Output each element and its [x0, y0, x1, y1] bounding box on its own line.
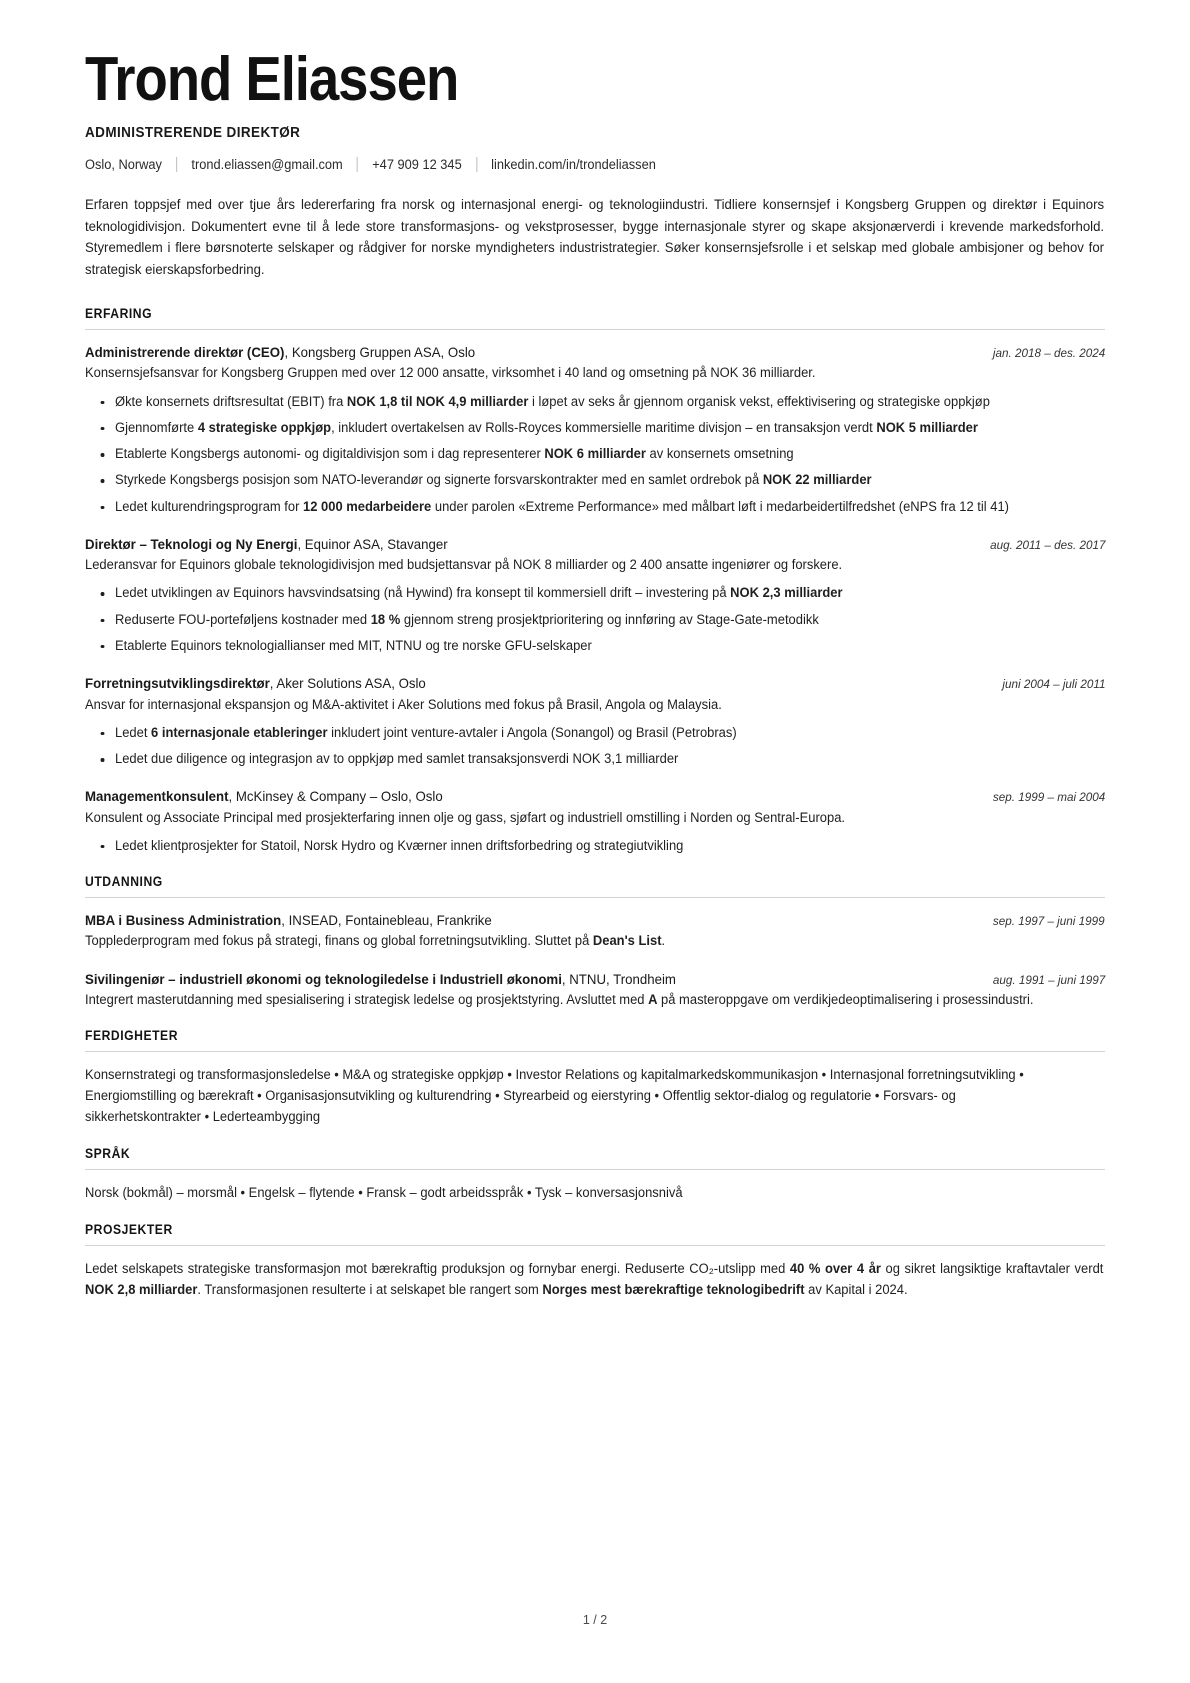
list-item: Styrkede Kongsbergs posisjon som NATO-leverandør og signerte forsvarskontrakter med en samlet ordrebok på NOK 22 milliarder [115, 470, 1065, 490]
entry-header [85, 787, 1105, 806]
entry-dates: juni 2004 – juli 2011 [1001, 677, 1105, 692]
section-skills [85, 1028, 1105, 1128]
section-divider [85, 897, 1105, 898]
section-heading-projects: PROSJEKTER [85, 1221, 173, 1237]
list-item: Gjennomførte 4 strategiske oppkjøp, inkludert overtakelsen av Rolls-Royces kommersielle maritime divisjon – en transaksjon verdt NOK 5 milliarder [115, 418, 1065, 438]
list-item: Ledet klientprosjekter for Statoil, Norsk Hydro og Kværner innen driftsforbedring og strategiutvikling [115, 836, 1065, 856]
entry-bullet-list [85, 583, 1105, 656]
entry-description: Konsulent og Associate Principal med prosjekterfaring innen olje og gass, sjøfart og industriell omstilling i Norden og Sentral-Europa. [85, 809, 846, 825]
experience-entry [85, 535, 1105, 656]
list-item: Økte konsernets driftsresultat (EBIT) fra NOK 1,8 til NOK 4,9 milliarder i løpet av seks år gjennom organisk vekst, effektivisering og strategiske oppkjøp [115, 392, 1065, 412]
experience-entry [85, 343, 1105, 517]
section-divider [85, 1051, 1105, 1052]
entry-company: , Kongsberg Gruppen ASA, Oslo [284, 345, 476, 361]
list-item: Ledet kulturendringsprogram for 12 000 medarbeidere under parolen «Extreme Performance» med målbart løft i medarbeidertilfredshet (eNPS fra 12 til 41) [115, 497, 1065, 517]
entry-description: Integrert masterutdanning med spesialisering i strategisk ledelse og prosjektstyring. Avsluttet med A på masteroppgave om verdikjedeoptimalisering i prosessindustri. [85, 991, 1034, 1007]
contact-divider [476, 157, 477, 172]
list-item: Reduserte FOU-porteføljens kostnader med 18 % gjennom streng prosjektprioritering og innføring av Stage-Gate-metodikk [115, 610, 1065, 630]
entry-description: Lederansvar for Equinors globale teknologidivisjon med budsjettansvar på NOK 8 milliarder og 2 400 ansatte ingeniører og forskere. [85, 557, 843, 573]
list-item: Etablerte Kongsbergs autonomi- og digitaldivisjon som i dag representerer NOK 6 milliarder av konsernets omsetning [115, 444, 1065, 464]
contact-email[interactable]: trond.eliassen@gmail.com [191, 157, 343, 173]
job-title: ADMINISTRERENDE DIREKTØR [85, 125, 301, 142]
entry-role: Direktør – Teknologi og Ny Energi [85, 536, 298, 552]
entry-dates: aug. 1991 – juni 1997 [992, 972, 1105, 987]
section-heading-experience: ERFARING [85, 306, 153, 322]
entry-company: , Equinor ASA, Stavanger [297, 536, 448, 552]
section-heading-education: UTDANNING [85, 874, 163, 890]
entry-role: Forretningsutviklingsdirektør [85, 676, 270, 692]
entry-company: , Aker Solutions ASA, Oslo [269, 676, 426, 692]
entry-bullet-list [85, 836, 1105, 856]
languages-list: Norsk (bokmål) – morsmål • Engelsk – flytende • Fransk – godt arbeidsspråk • Tysk – konversasjonsnivå [85, 1185, 683, 1200]
education-institution: , INSEAD, Fontainebleau, Frankrike [281, 913, 492, 929]
list-item: Ledet utviklingen av Equinors havsvindsatsing (nå Hywind) fra konsept til kommersiell drift – investering på NOK 2,3 milliarder [115, 583, 1065, 603]
contact-location: Oslo, Norway [85, 157, 162, 173]
section-experience [85, 306, 1105, 856]
section-divider [85, 329, 1105, 330]
professional-summary: Erfaren toppsjef med over tjue års ledererfaring fra norsk og internasjonal energi- og teknologiindustri. Tidliere konsernsjef i Kongsberg Gruppen og direktør i Equinors teknologidivisjon. Dokumentert evne til å lede store transformasjons- og vekstprosesser, bygge internasjonale styrer og skape aksjonærverdi i krevende markedsforhold. Styremedlem i flere børsnoterte selskaper og rådgiver for norske myndigheters industristrategier. Søker konsernsjefsrolle i et selskap med globale ambisjoner og behov for strategisk eierskapsforbedring. [85, 197, 1105, 277]
entry-header [85, 343, 1105, 362]
experience-entry [85, 674, 1105, 769]
education-entry [85, 911, 1105, 952]
entry-bullet-list [85, 392, 1105, 517]
entry-dates: sep. 1999 – mai 2004 [992, 790, 1105, 805]
section-languages [85, 1146, 1105, 1204]
list-item: Ledet 6 internasjonale etableringer inkludert joint venture-avtaler i Angola (Sonangol) og Brasil (Petrobras) [115, 723, 1065, 743]
entry-bullet-list [85, 723, 1105, 770]
entry-header [85, 970, 1105, 989]
contact-divider [357, 157, 358, 172]
entry-title [85, 911, 492, 930]
skills-list: Konsernstrategi og transformasjonsledelse • M&A og strategiske oppkjøp • Investor Relations og kapitalmarkedskommunikasjon • Internasjonal forretningsutvikling • Energiomstilling og bærekraft • Organisasjonsutvikling og kulturendring • Styrearbeid og eierstyring • Offentlig sektor-dialog og regulatorie • Forsvars- og sikkerhetskontrakter • Lederteambygging [85, 1067, 1024, 1125]
experience-entry [85, 787, 1105, 856]
entry-dates: sep. 1997 – juni 1999 [993, 914, 1105, 929]
entry-header [85, 911, 1105, 930]
entry-header [85, 535, 1105, 554]
section-divider [85, 1245, 1105, 1246]
education-degree: Sivilingeniør – industriell økonomi og teknologiledelse i Industriell økonomi [85, 971, 562, 987]
entry-title [85, 674, 426, 693]
page-number: 1 / 2 [582, 1613, 608, 1627]
contact-phone[interactable]: +47 909 12 345 [372, 157, 462, 173]
contact-divider [176, 157, 177, 172]
entry-dates: jan. 2018 – des. 2024 [992, 346, 1105, 361]
entry-description: Topplederprogram med fokus på strategi, finans og global forretningsutvikling. Sluttet på Dean's List. [85, 933, 666, 949]
entry-header [85, 674, 1105, 693]
entry-description: Konsernsjefsansvar for Kongsberg Gruppen med over 12 000 ansatte, virksomhet i 40 land og omsetning på NOK 36 milliarder. [85, 365, 816, 381]
education-institution: , NTNU, Trondheim [561, 971, 676, 987]
contact-linkedin[interactable]: linkedin.com/in/trondeliassen [491, 157, 656, 173]
entry-title [85, 787, 443, 806]
section-divider [85, 1169, 1105, 1170]
page-footer [0, 1613, 1190, 1627]
section-education [85, 874, 1105, 1010]
contact-line [85, 157, 1054, 172]
entry-role: Administrerende direktør (CEO) [85, 345, 285, 361]
projects-description: Ledet selskapets strategiske transformasjon mot bærekraftig produksjon og fornybar energi. Reduserte CO₂-utslipp med 40 % over 4 år og sikret langsiktige kraftavtaler verdt NOK 2,8 milliarder. Transformasjonen resulterte i at selskapet ble rangert som Norges mest bærekraftige teknologibedrift av Kapital i 2024. [85, 1260, 1104, 1297]
entry-role: Managementkonsulent [85, 789, 229, 805]
section-heading-languages: SPRÅK [85, 1146, 131, 1161]
entry-dates: aug. 2011 – des. 2017 [989, 537, 1105, 552]
entry-company: , McKinsey & Company – Oslo, Oslo [228, 789, 443, 805]
section-heading-skills: FERDIGHETER [85, 1028, 179, 1044]
section-projects [85, 1222, 1105, 1301]
list-item: Ledet due diligence og integrasjon av to oppkjøp med samlet transaksjonsverdi NOK 3,1 milliarder [115, 749, 1065, 769]
resume-header [85, 45, 1105, 280]
list-item: Etablerte Equinors teknologiallianser med MIT, NTNU og tre norske GFU-selskaper [115, 636, 1065, 656]
entry-title [85, 535, 448, 554]
education-degree: MBA i Business Administration [85, 913, 282, 929]
page-title: Trond Eliassen [85, 45, 459, 114]
education-entry [85, 970, 1105, 1011]
entry-title [85, 970, 676, 989]
entry-title [85, 343, 475, 362]
entry-description: Ansvar for internasjonal ekspansjon og M&A-aktivitet i Aker Solutions med fokus på Brasil, Angola og Malaysia. [85, 696, 722, 712]
